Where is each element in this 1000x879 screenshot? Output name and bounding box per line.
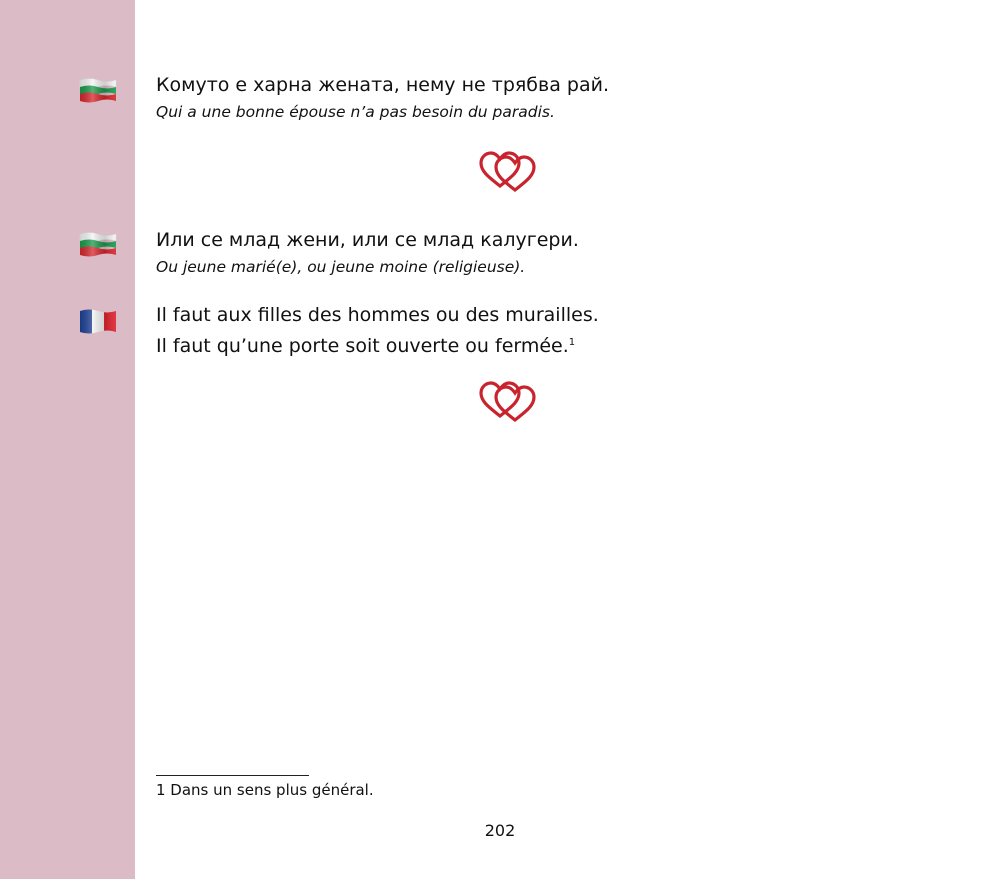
page-number: 202: [484, 821, 516, 840]
proverb-translation-1: Qui a une bonne épouse n’a pas besoin du paradis.: [156, 103, 555, 121]
double-heart-icon: [478, 150, 538, 194]
bulgaria-flag-icon: [79, 77, 117, 103]
proverb-bulgarian-2: Или се млад жени, или се млад калугери.: [156, 229, 579, 251]
footnote-separator: [156, 775, 309, 776]
bulgaria-flag-icon: [79, 231, 117, 257]
proverb-french-line1: Il faut aux filles des hommes ou des murailles.: [156, 304, 599, 326]
proverb-french-line2-text: Il faut qu’une porte soit ouverte ou fermée.: [156, 335, 569, 357]
double-heart-icon: [478, 380, 538, 424]
footnote-ref: 1: [568, 337, 576, 348]
france-flag-icon: [79, 308, 117, 334]
footnote-text: 1 Dans un sens plus général.: [156, 781, 374, 799]
proverb-bulgarian-1: Комуто е харна жената, нему не трябва рай.: [156, 74, 609, 96]
proverb-french-line2: [156, 329, 575, 360]
page-margin-band: [0, 0, 135, 879]
proverb-translation-2: Ou jeune marié(e), ou jeune moine (religieuse).: [156, 258, 526, 276]
